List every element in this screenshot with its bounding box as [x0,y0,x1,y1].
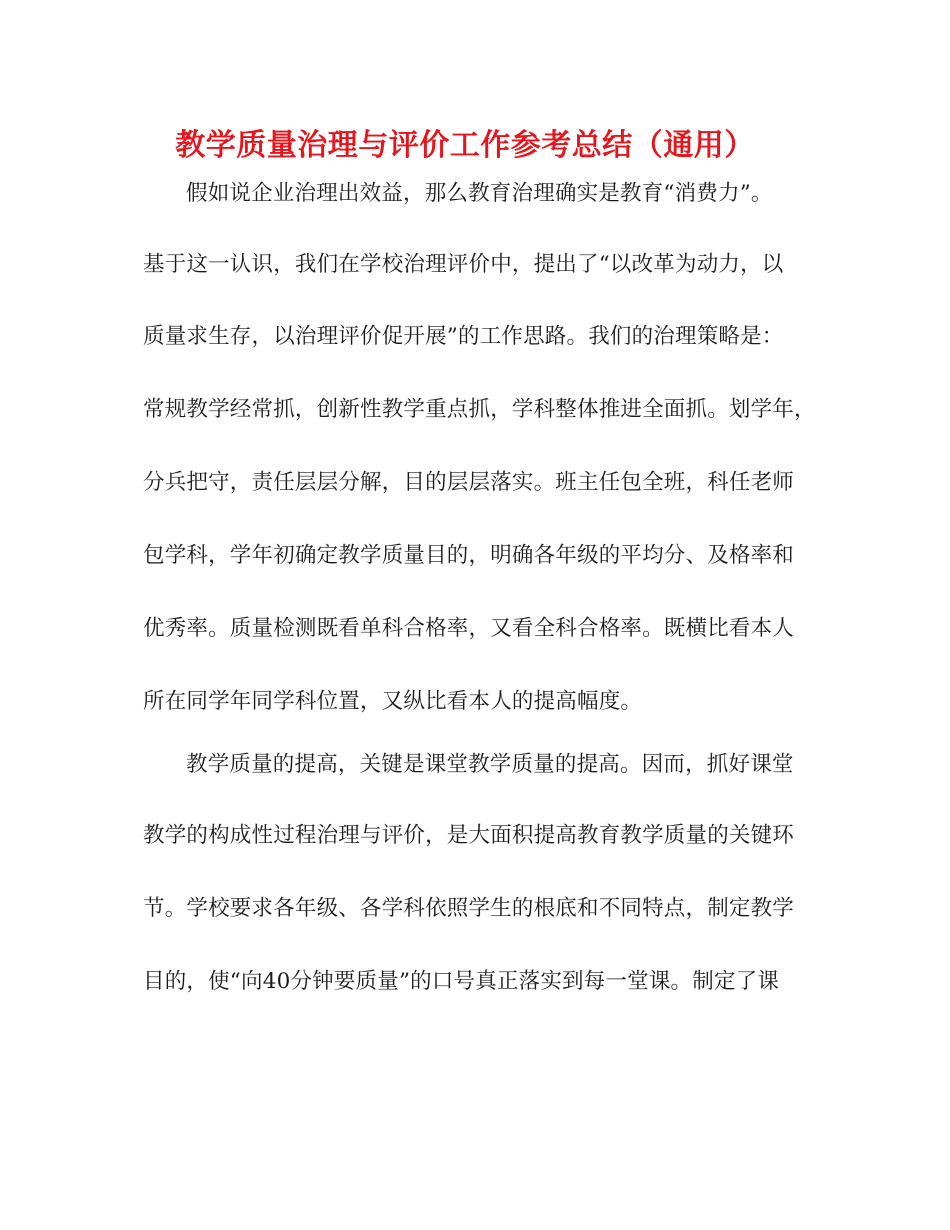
paragraph-line: 假如说企业治理出效益，那么教育治理确实是教育“消费力”。 [186,181,773,206]
paragraph-line: 所在同学年同学科位置，又纵比看本人的提高幅度。 [143,689,643,714]
paragraph-line: 优秀率。质量检测既看单科合格率，又看全科合格率。既横比看本人 [143,616,795,641]
paragraph-line: 分兵把守，责任层层分解，目的层层落实。班主任包全班，科任老师 [143,470,795,495]
paragraph-line: 教学质量的提高，关键是课堂教学质量的提高。因而，抓好课堂 [186,752,794,777]
paragraph-line: 目的，使“向40分钟要质量”的口号真正落实到每一堂课。制定了课 [143,969,780,994]
paragraph-line: 质量求生存，以治理评价促开展”的工作思路。我们的治理策略是： [143,324,784,349]
paragraph-line: 节。学校要求各年级、各学科依照学生的根底和不同特点，制定教学 [143,896,795,921]
paragraph-line: 常规教学经常抓，创新性教学重点抓，学科整体推进全面抓。划学年， [143,397,816,422]
paragraph-line: 教学的构成性过程治理与评价，是大面积提高教育教学质量的关键环 [143,823,795,848]
paragraph-line: 包学科，学年初确定教学质量目的，明确各年级的平均分、及格率和 [143,543,795,568]
paragraph-line: 基于这一认识，我们在学校治理评价中，提出了“以改革为动力，以 [143,252,784,277]
document-title: 教学质量治理与评价工作参考总结（通用） [175,128,755,163]
